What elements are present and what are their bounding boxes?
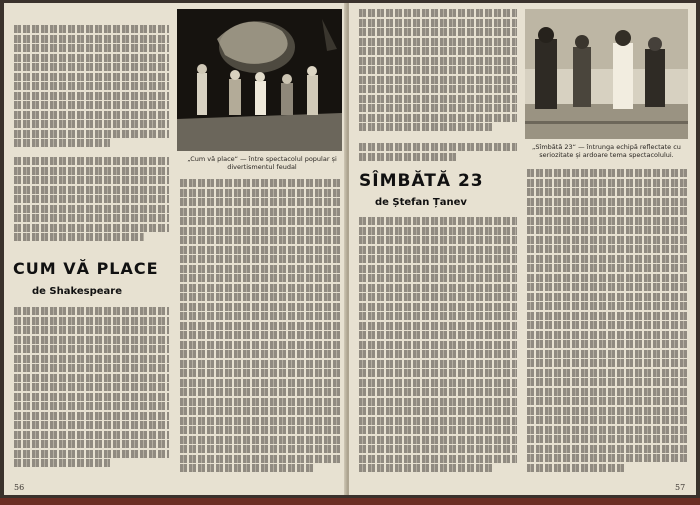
right-text-column-1-top bbox=[359, 9, 517, 139]
left-text-column-1-top bbox=[14, 25, 169, 153]
left-article-title: CUM VĂ PLACE bbox=[13, 259, 159, 278]
right-page-number: 57 bbox=[675, 483, 686, 492]
left-page bbox=[4, 3, 348, 495]
left-text-column-2 bbox=[180, 179, 340, 479]
left-article-subtitle: de Shakespeare bbox=[32, 286, 123, 297]
right-stage-photo bbox=[525, 9, 688, 139]
book-cover-edge bbox=[0, 498, 700, 505]
left-stage-photo bbox=[177, 9, 342, 151]
right-text-column-1-mid bbox=[359, 143, 517, 173]
left-text-column-1-mid bbox=[14, 157, 169, 252]
right-text-column-1-bottom bbox=[359, 217, 517, 479]
left-photo-caption: „Cum vă place“ — între spectacolul popular și divertismentul feudal bbox=[187, 155, 337, 171]
right-article-author: de Ștefan Țanev bbox=[375, 197, 467, 208]
right-article-title: SÎMBĂTĂ 23 bbox=[359, 171, 484, 191]
left-page-number: 56 bbox=[14, 483, 25, 492]
rehearsal-scene-image bbox=[525, 9, 688, 139]
right-page bbox=[349, 3, 696, 495]
left-text-column-1-bottom bbox=[14, 307, 169, 477]
stage-scene-image bbox=[177, 9, 342, 151]
right-photo-caption: „Sîmbătă 23“ — întrunga echipă reflectate cu seriozitate și ardoare tema spectacolului. bbox=[532, 143, 681, 159]
right-text-column-2 bbox=[527, 169, 687, 479]
